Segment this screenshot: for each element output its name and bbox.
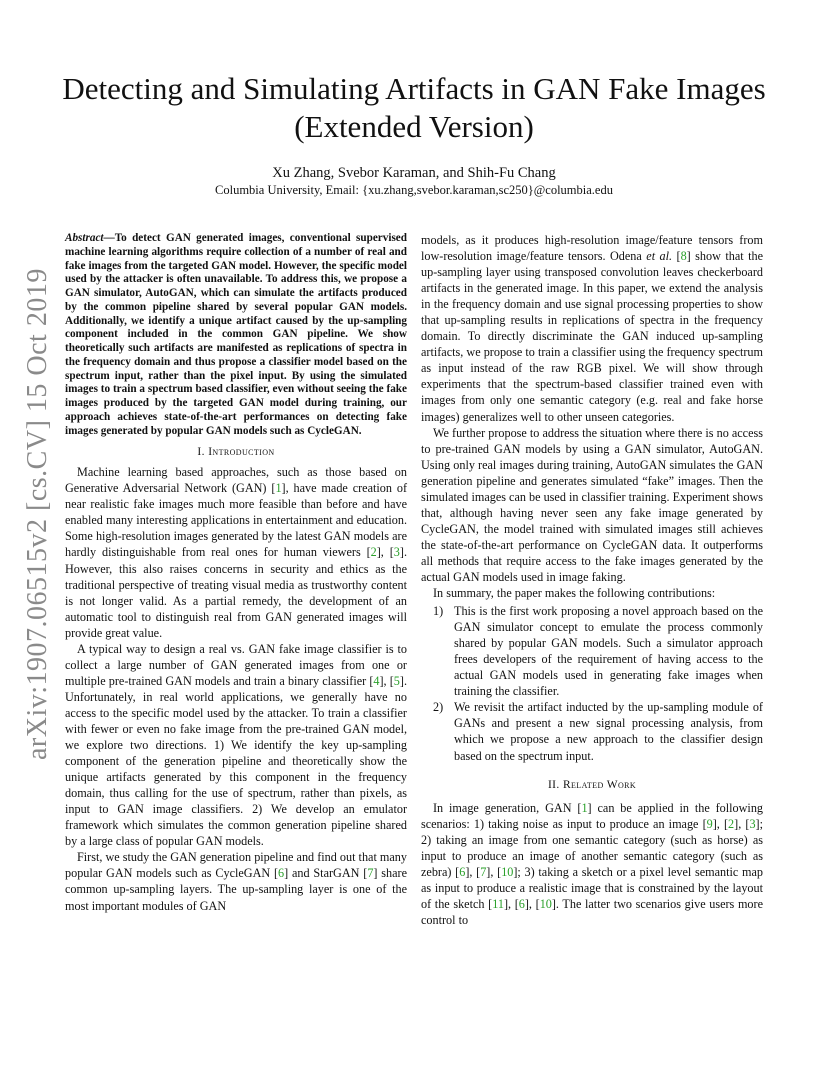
et-al-text: et al.: [646, 249, 673, 264]
citation-link[interactable]: 2: [370, 545, 377, 560]
abstract-text: To detect GAN generated images, conventional supervised machine learning algorithms require collection of a number of real and fake images from the targeted GAN model. However, the specific model used by the attacker is often unavailable. To address this, we propose a GAN simulator, AutoGAN, which can simulate the artifacts produced by the common pipeline shared by several popular GAN models. Additionally, we identify a unique artifact caused by the up-sampling component included in the common GAN pipeline. We show theoretically such artifacts are manifested as replications of spectra in the frequency domain and thus propose a classifier model based on the spectrum input, rather than the pixel input. By using the simulated images to train a spectrum based classifier, even without seeing the fake images produced by the targeted GAN model during training, our approach achieves state-of-the-art performances on detecting fake images generated by popular GAN models such as CycleGAN.: [65, 232, 407, 437]
citation-link[interactable]: 1: [581, 800, 588, 815]
section-heading-related-work: [421, 778, 763, 792]
contribution-number: 1): [433, 604, 444, 619]
intro-paragraph-5: We further propose to address the situation where there is no access to pre-trained GAN models by using a GAN simulator, AutoGAN. Using only real images during training, AutoGAN simulates the GAN generation pipeline and generates simulated “fake” images. Then the simulated images can be used in classifier training. Experiment shows that, although having never seen any fake image generated by CycleGAN, the model trained with simulated images still achieves the state-of-the-art performance on CycleGAN data. It outperforms all methods that require access to the fake images generated by the actual GAN models used in image faking.: [421, 425, 763, 584]
abstract: [65, 232, 407, 438]
citation-link[interactable]: 3: [393, 545, 400, 560]
citation-link[interactable]: 7: [480, 864, 487, 879]
intro-paragraph-1: Machine learning based approaches, such as those based on Generative Adversarial Network (GAN) [1], have made creation of near realistic fake images much more feasible than before and have enabled many interesting applications in entertainment and education. Some high-resolution images generated by the latest GAN models are hardly distinguishable from real ones for human viewers [2], [3]. However, this also raises concerns in security and ethics as the traditional perspective of treating visual media as trustworthy content is not longer valid. As a partial remedy, the development of an automatic tool to distinguish real from GAN generated images will provide great value.: [65, 465, 408, 640]
section-heading-introduction: [65, 445, 407, 459]
author-affiliation: Columbia University, Email: {xu.zhang,svebor.karaman,sc250}@columbia.edu: [215, 183, 613, 197]
intro-paragraph-4: models, as it produces high-resolution image/feature tensors from low-resolution image/feature tensors. Odena et al. [8] show that the up-sampling layer using transposed convolution leaves checkerboard artifacts in the generated image. In this paper, we extend the analysis in the frequency domain and use signal processing properties to show that up-sampling results in replications of spectra in the frequency domain. To directly discriminate the GAN induced up-sampling artifacts, we propose to train a classifier using the frequency spectrum as input instead of the raw RGB pixel. We will show through experiments that the spectrum-based classifier trained even with images from only one semantic category (e.g. real and fake horse images) generalizes well to other unseen categories.: [421, 233, 763, 424]
contribution-item: [421, 699, 763, 763]
citation-link[interactable]: 9: [706, 816, 713, 831]
citation-link[interactable]: 4: [373, 673, 380, 688]
contribution-number: 2): [433, 700, 444, 715]
paper-authors: Xu Zhang, Svebor Karaman, and Shih-Fu Chang: [272, 165, 556, 181]
citation-link[interactable]: 8: [680, 249, 687, 264]
paper-title: Detecting and Simulating Artifacts in GAN Fake Images (Extended Version): [62, 71, 766, 144]
citation-link[interactable]: 1: [275, 481, 282, 496]
citation-link[interactable]: 5: [393, 673, 400, 688]
intro-paragraph-3: First, we study the GAN generation pipeline and find out that many popular GAN models such as CycleGAN [6] and StarGAN [7] share common up-sampling layers. The up-sampling layer is one of the most important modules of GAN: [65, 850, 407, 913]
citation-link[interactable]: 7: [367, 866, 374, 881]
citation-link[interactable]: 10: [501, 864, 514, 879]
intro-paragraph-2: A typical way to design a real vs. GAN fake image classifier is to collect a large number of GAN generated images from one or multiple pre-trained GAN models and train a binary classifier [4], [5]. Unfortunately, in real world applications, we generally have no access to the specific model used by the attacker. To train a classifier with fewer or even no fake image from the pre-trained GAN model, we explore two directions. 1) We identify the key up-sampling component of the generation pipeline and theoretically show the unique artifacts generated by this component in the frequency domain, thus calling for the use of spectrum, rather than pixels, as input to GAN image classifiers. 2) We develop an emulator framework which simulates the common generation pipeline shared by a large class of popular GAN models.: [65, 641, 407, 849]
intro-paragraph-6: In summary, the paper makes the following contributions:: [433, 586, 716, 601]
contribution-item: [421, 603, 763, 699]
citation-link[interactable]: 2: [728, 816, 735, 831]
citation-link[interactable]: 11: [492, 896, 504, 911]
citation-link[interactable]: 6: [518, 896, 525, 911]
contribution-text: This is the first work proposing a novel approach based on the GAN simulator concept to emulate the process commonly shared by popular GAN models. Such a simulator approach frees developers of the requirement of having access to the actual GAN models used in generating fake images when training the classifier.: [454, 604, 763, 699]
related-work-paragraph-1: In image generation, GAN [1] can be applied in the following scenarios: 1) taking noise as input to produce an image [9], [2], [3]; 2) taking an image from one semantic category (such as horse) as input to produce an image of another semantic category (such as zebra) [6], [7], [10]; 3) taking a sketch or a pixel level semantic map as input to produce a realistic image that is constrained by the layout of the sketch [11], [6], [10]. The latter two scenarios give users more control to: [421, 800, 764, 927]
abstract-dash: —: [103, 232, 115, 244]
section-title: Related Work: [562, 778, 637, 791]
section-numeral: I.: [197, 446, 205, 459]
arxiv-identifier-stamp: arXiv:1907.06515v2 [cs.CV] 15 Oct 2019: [22, 268, 53, 760]
citation-link[interactable]: 10: [539, 896, 552, 911]
citation-link[interactable]: 3: [749, 816, 756, 831]
citation-link[interactable]: 6: [459, 864, 466, 879]
left-column: [65, 232, 407, 914]
section-numeral: II.: [547, 778, 560, 791]
abstract-heading: Abstract: [65, 232, 104, 244]
section-title: Introduction: [208, 446, 275, 459]
right-column: [421, 232, 763, 928]
contribution-text: We revisit the artifact inducted by the up-sampling module of GANs and present a new signal processing analysis, from which we propose a new approach to the classifier design based on the spectrum input.: [454, 700, 763, 763]
citation-link[interactable]: 6: [278, 866, 285, 881]
contributions-list: [421, 603, 763, 763]
